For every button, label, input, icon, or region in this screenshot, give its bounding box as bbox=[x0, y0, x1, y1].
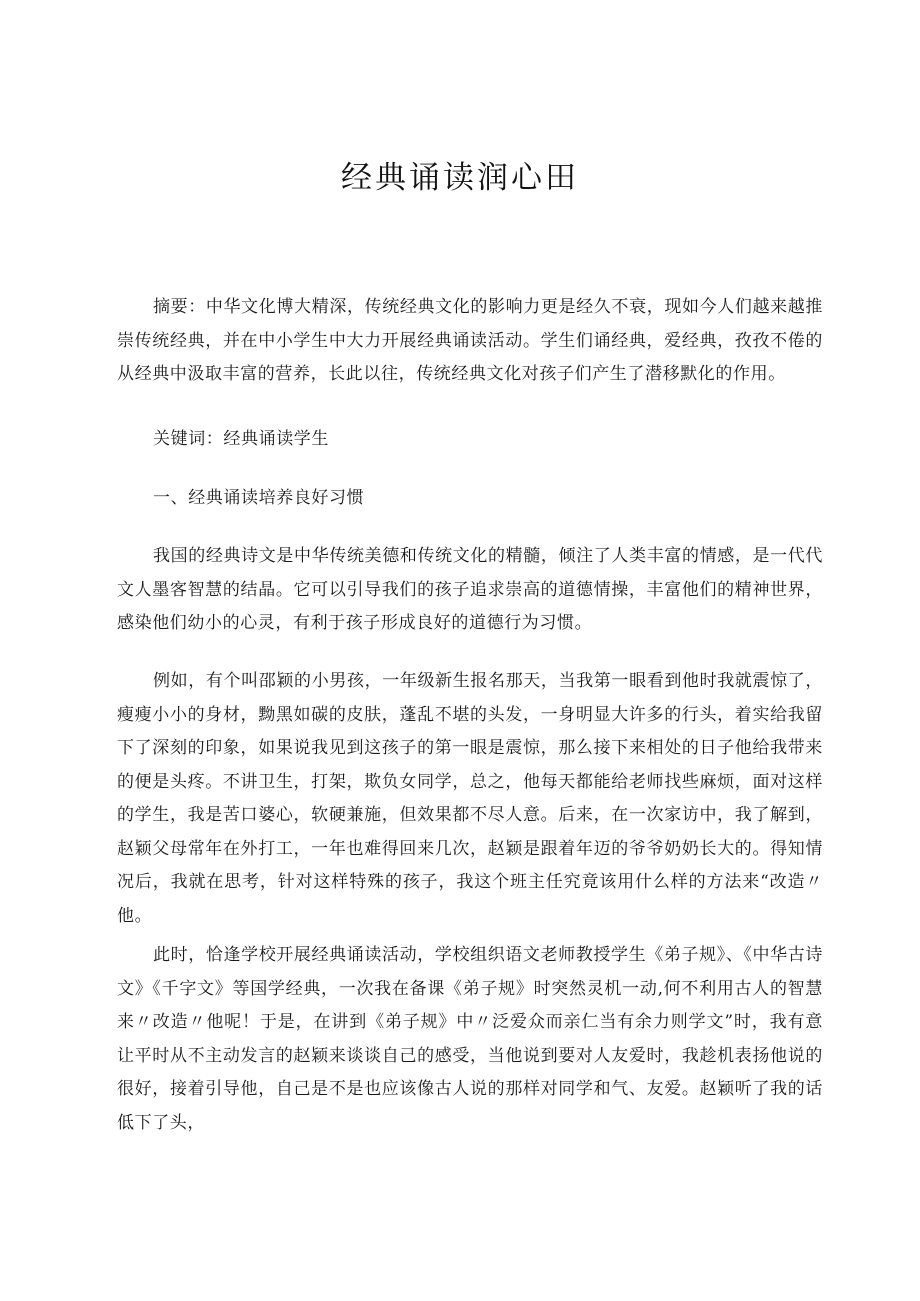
body-paragraph-3: 此时，恰逢学校开展经典诵读活动，学校组织语文老师教授学生《弟子规》、《中华古诗文》《千字文》等国学经典，一次我在备课《弟子规》时突然灵机一动,何不利用古人的智慧来〃改造〃他呢！于是，在讲到《弟子规》中〃泛爱众而亲仁当有余力则学文”时，我有意让平时从不主动发言的赵颖来谈谈自己的感受，当他说到要对人友爱时，我趁机表扬他说的很好，接着引导他，自己是不是也应该像古人说的那样对同学和气、友爱。赵颖听了我的话低下了头， bbox=[117, 945, 823, 1133]
body-paragraph-1: 我国的经典诗文是中华传统美德和传统文化的精髓，倾注了人类丰富的情感，是一代代文人墨客智慧的结晶。它可以引导我们的孩子追求崇高的道德情操，丰富他们的精神世界，感染他们幼小的心灵，有利于孩子形成良好的道德行为习惯。 bbox=[117, 546, 823, 633]
body-paragraph-2: 例如，有个叫邵颖的小男孩，一年级新生报名那天，当我第一眼看到他时我就震惊了，瘦瘦小小的身材，黝黑如碳的皮肤，蓬乱不堪的头发，一身明显大许多的行头，着实给我留下了深刻的印象，如果说我见到这孩子的第一眼是震惊，那么接下来相处的日子他给我带来的便是头疼。不讲卫生，打架，欺负女同学，总之，他每天都能给老师找些麻烦，面对这样的学生，我是苦口婆心，软硬兼施，但效果都不尽人意。后来，在一次家访中，我了解到，赵颖父母常年在外打工，一年也难得回来几次，赵颖是跟着年迈的爷爷奶奶长大的。得知情况后，我就在思考，针对这样特殊的孩子，我这个班主任究竟该用什么样的方法来“改造〃他。 bbox=[117, 671, 823, 926]
document-title: 经典诵读润心田 bbox=[341, 160, 579, 196]
abstract-paragraph: 摘要：中华文化博大精深，传统经典文化的影响力更是经久不衰，现如今人们越来越推崇传统经典，并在中小学生中大力开展经典诵读活动。学生们诵经典，爱经典，孜孜不倦的从经典中汲取丰富的营养，长此以往，传统经典文化对孩子们产生了潜移默化的作用。 bbox=[117, 297, 823, 384]
keywords-line: 关键词：经典诵读学生 bbox=[153, 429, 329, 449]
section-heading: 一、经典诵读培养良好习惯 bbox=[153, 488, 365, 508]
